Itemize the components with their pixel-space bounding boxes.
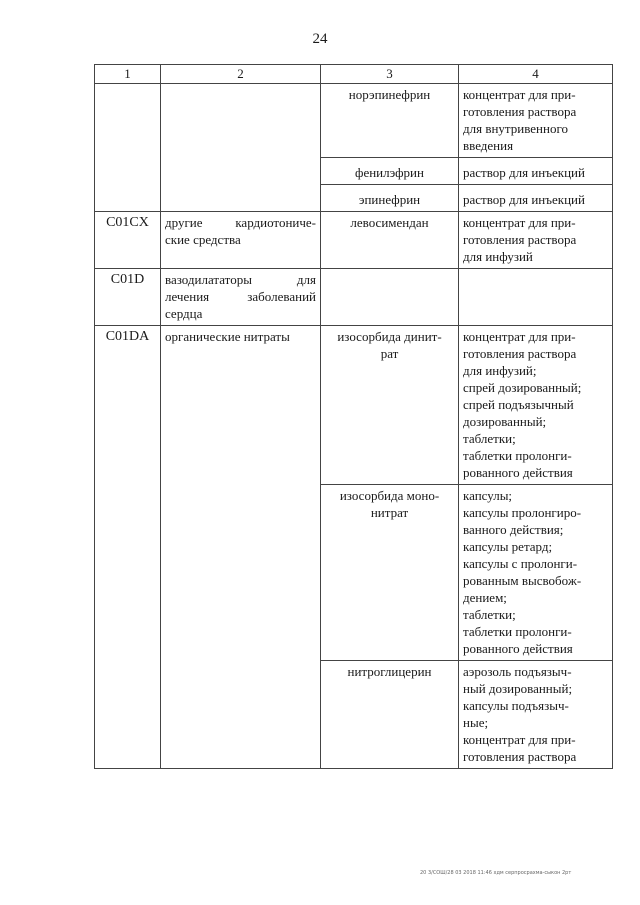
- form-cell: [459, 185, 613, 212]
- group-line: ские средства: [165, 232, 241, 247]
- drug-cell: нитроглицерин: [321, 661, 459, 769]
- table-header-row: [95, 65, 613, 84]
- group-cell: [161, 84, 321, 212]
- form-line: рованного действия: [463, 465, 573, 480]
- form-line: спрей дозированный;: [463, 380, 582, 395]
- page-number: 24: [312, 31, 328, 47]
- form-line: концентрат для при-: [463, 732, 576, 747]
- form-cell: [459, 326, 613, 485]
- form-line: рованным высвобож-: [463, 573, 582, 588]
- form-line: концентрат для при-: [463, 329, 576, 344]
- drug-line: нитрат: [370, 505, 409, 520]
- form-line: для инфузий;: [463, 363, 537, 378]
- form-line: таблетки;: [463, 607, 516, 622]
- drug-cell: норэпинефрин: [321, 84, 459, 158]
- form-line: рованного действия: [463, 641, 573, 656]
- form-line: готовления раствора: [463, 346, 577, 361]
- form-line: аэрозоль подъязыч-: [463, 664, 572, 679]
- form-line: капсулы пролонгиро-: [463, 505, 582, 520]
- form-line: для инфузий: [463, 249, 533, 264]
- drug-cell: [321, 485, 459, 661]
- form-line: концентрат для при-: [463, 215, 576, 230]
- form-cell: [459, 661, 613, 769]
- form-line: готовления раствора: [463, 104, 577, 119]
- form-cell: [459, 485, 613, 661]
- drug-cell: эпинефрин: [321, 185, 459, 212]
- drug-cell: [321, 326, 459, 485]
- column-header: 4: [459, 65, 613, 84]
- form-line: таблетки;: [463, 431, 516, 446]
- group-cell: [161, 326, 321, 769]
- form-line: капсулы с пролонги-: [463, 556, 578, 571]
- column-header: 2: [161, 65, 321, 84]
- table-row: [95, 326, 613, 485]
- code-cell: C01DA: [95, 326, 161, 769]
- form-cell: [459, 269, 613, 326]
- drug-cell: левосимендан: [321, 212, 459, 269]
- group-line: органические нитраты: [165, 329, 290, 344]
- code-cell: [95, 84, 161, 212]
- form-line: раствор для инъекций: [463, 192, 585, 207]
- form-line: дозированный;: [463, 414, 547, 429]
- form-line: концентрат для при-: [463, 87, 576, 102]
- form-cell: [459, 84, 613, 158]
- table-row: [95, 212, 613, 269]
- group-line: другие кардиотониче-: [165, 215, 316, 230]
- group-line: вазодилататоры для: [165, 272, 316, 287]
- drug-table: [94, 64, 613, 769]
- form-line: для внутривенного: [463, 121, 568, 136]
- table-row: [95, 269, 613, 326]
- form-line: готовления раствора: [463, 749, 577, 764]
- form-line: ные;: [463, 715, 489, 730]
- drug-cell: фенилэфрин: [321, 158, 459, 185]
- code-cell: C01CX: [95, 212, 161, 269]
- form-line: капсулы;: [463, 488, 513, 503]
- form-line: таблетки пролонги-: [463, 448, 572, 463]
- drug-line: рат: [380, 346, 399, 361]
- form-line: ный дозированный;: [463, 681, 573, 696]
- group-line: лечения заболеваний: [165, 289, 316, 304]
- form-cell: [459, 212, 613, 269]
- footer-stamp: 20 3/СОШ/28 03 2018 11:46 хдм серпросрахма-сыкон 2рт: [420, 870, 572, 876]
- column-header: 1: [95, 65, 161, 84]
- form-line: капсулы подъязыч-: [463, 698, 569, 713]
- code-cell: C01D: [95, 269, 161, 326]
- form-line: раствор для инъекций: [463, 165, 585, 180]
- drug-cell: [321, 269, 459, 326]
- form-line: ванного действия;: [463, 522, 564, 537]
- group-cell: [161, 212, 321, 269]
- form-line: готовления раствора: [463, 232, 577, 247]
- form-line: введения: [463, 138, 514, 153]
- form-line: капсулы ретард;: [463, 539, 553, 554]
- group-cell: [161, 269, 321, 326]
- form-cell: [459, 158, 613, 185]
- table-row: [95, 84, 613, 158]
- drug-line: изосорбида динит-: [337, 329, 442, 344]
- drug-line: изосорбида моно-: [339, 488, 440, 503]
- group-line: сердца: [165, 306, 203, 321]
- column-header: 3: [321, 65, 459, 84]
- form-line: дением;: [463, 590, 507, 605]
- form-line: таблетки пролонги-: [463, 624, 572, 639]
- form-line: спрей подъязычный: [463, 397, 574, 412]
